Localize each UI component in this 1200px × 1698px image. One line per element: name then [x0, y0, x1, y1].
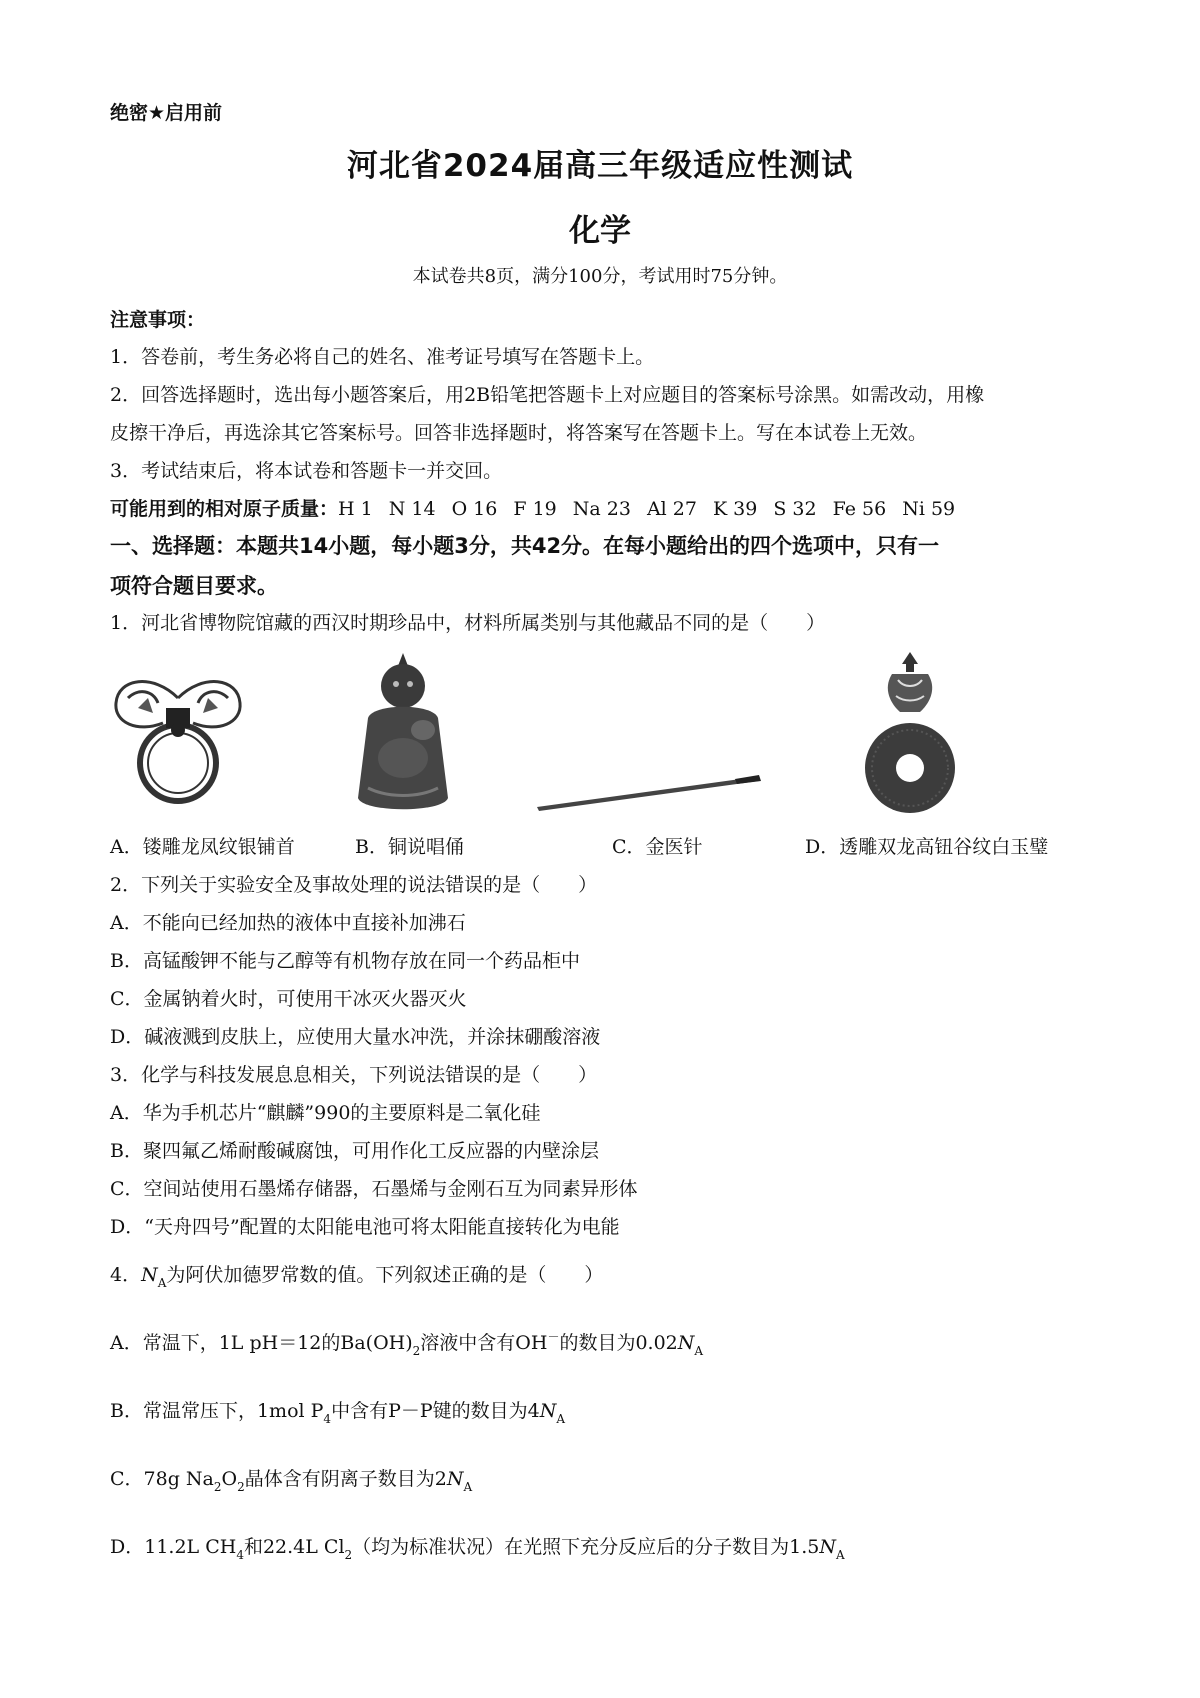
q2-stem: 2．下列关于实验安全及事故处理的说法错误的是（ ）	[110, 874, 598, 896]
q3-option-b: B．聚四氟乙烯耐酸碱腐蚀，可用作化工反应器的内壁涂层	[110, 1140, 599, 1162]
q4-stem	[110, 1260, 604, 1290]
q4-stem-text: 为阿伏加德罗常数的值。下列叙述正确的是（ ）	[166, 1264, 604, 1286]
bronze-storyteller-figurine-image	[348, 648, 458, 818]
notice-item-3: 3．考试结束后，将本试卷和答题卡一并交回。	[110, 460, 503, 482]
atomic-mass-line	[110, 494, 955, 521]
q4-a-text: A．常温下，1L pH＝12的Ba	[110, 1332, 366, 1354]
q4-c-text: 晶体含有阴离子数目为2	[244, 1468, 447, 1490]
q1-option-a: A．镂雕龙凤纹银铺首	[110, 836, 295, 858]
atomic-mass-value: Al 27	[646, 498, 697, 520]
atomic-mass-value: F 19	[513, 498, 557, 520]
q4-a-text: 溶液中含有OH	[420, 1332, 548, 1354]
atomic-mass-value: Ni 59	[902, 498, 956, 520]
q1-stem: 1．河北省博物院馆藏的西汉时期珍品中，材料所属类别与其他藏品不同的是（ ）	[110, 612, 826, 634]
q4-a-superscript: －	[547, 1330, 560, 1344]
q2-option-a: A．不能向已经加热的液体中直接补加沸石	[110, 912, 466, 934]
q3-option-a: A．华为手机芯片“麒麟”990的主要原料是二氧化硅	[110, 1102, 541, 1124]
avogadro-subscript: A	[157, 1276, 167, 1290]
atomic-mass-value: S 32	[773, 498, 817, 520]
q4-b-text: B．常温常压下，1mol P	[110, 1400, 324, 1422]
avogadro-symbol: N	[677, 1332, 695, 1354]
q2-option-b: B．高锰酸钾不能与乙醇等有机物存放在同一个药品柜中	[110, 950, 580, 972]
q4-d-text: 和22.4L Cl	[243, 1536, 345, 1558]
q3-stem: 3．化学与科技发展息息相关，下列说法错误的是（ ）	[110, 1064, 598, 1086]
silver-door-knocker-image	[108, 668, 248, 808]
q4-d-subscript: 2	[344, 1548, 353, 1562]
q4-c-subscript: 2	[213, 1480, 222, 1494]
q4-b-text: 中含有P－P键的数目为4	[331, 1400, 540, 1422]
q4-c-text: C．78g Na	[110, 1468, 214, 1490]
atomic-mass-value: K 39	[712, 498, 758, 520]
q1-option-b: B．铜说唱俑	[355, 836, 464, 858]
atomic-mass-value: O 16	[451, 498, 498, 520]
q4-a-hydroxide: (OH)	[365, 1332, 413, 1354]
avogadro-symbol: N	[446, 1468, 464, 1490]
exam-info: 本试卷共8页，满分100分，考试用时75分钟。	[412, 266, 788, 287]
section-heading-line-1: 一、选择题：本题共14小题，每小题3分，共42分。在每小题给出的四个选项中，只有一	[110, 534, 940, 558]
notice-item-2a: 2．回答选择题时，选出每小题答案后，用2B铅笔把答题卡上对应题目的答案标号涂黑。如需改动，用橡	[110, 384, 985, 406]
q3-option-c: C．空间站使用石墨烯存储器，石墨烯与金刚石互为同素异形体	[110, 1178, 638, 1200]
exam-title: 河北省2024届高三年级适应性测试	[346, 148, 854, 184]
q4-b-subscript: 4	[323, 1412, 332, 1426]
notice-heading: 注意事项：	[110, 309, 206, 331]
subject-title: 化学	[569, 213, 631, 249]
white-jade-bi-disc-image	[862, 650, 958, 825]
q1-option-c: C．金医针	[612, 836, 703, 858]
q4-d-text: （均为标准状况）在光照下充分反应后的分子数目为1.5	[352, 1536, 820, 1558]
atomic-mass-value: N 14	[388, 498, 436, 520]
q3-option-d: D．“天舟四号”配置的太阳能电池可将太阳能直接转化为电能	[110, 1216, 620, 1238]
q4-c-subscript: 2	[237, 1480, 245, 1494]
avogadro-symbol: N	[539, 1400, 557, 1422]
q4-number: 4．	[110, 1264, 142, 1286]
q4-a-text: 的数目为0.02	[559, 1332, 678, 1354]
q4-option-d	[110, 1532, 845, 1562]
avogadro-subscript: A	[836, 1548, 845, 1562]
q1-option-d: D．透雕双龙高钮谷纹白玉璧	[805, 836, 1049, 858]
notice-item-1: 1．答卷前，考生务必将自己的姓名、准考证号填写在答题卡上。	[110, 346, 655, 368]
gold-acupuncture-needle-image	[535, 765, 765, 815]
q4-a-subscript: 2	[412, 1344, 421, 1358]
avogadro-subscript: A	[694, 1344, 704, 1358]
q4-d-subscript: 4	[236, 1548, 244, 1562]
q2-option-c: C．金属钠着火时，可使用干冰灭火器灭火	[110, 988, 467, 1010]
q4-option-a	[110, 1328, 704, 1358]
notice-item-2b: 皮擦干净后，再选涂其它答案标号。回答非选择题时，将答案写在答题卡上。写在本试卷上无效。	[110, 422, 928, 444]
section-heading-line-2: 项符合题目要求。	[110, 574, 278, 598]
avogadro-subscript: A	[556, 1412, 566, 1426]
q4-c-text: O	[221, 1468, 238, 1490]
atomic-mass-value: Na 23	[572, 498, 631, 520]
atomic-mass-label: 可能用到的相对原子质量：	[110, 498, 339, 520]
avogadro-symbol: N	[141, 1264, 158, 1286]
q2-option-d: D．碱液溅到皮肤上，应使用大量水冲洗，并涂抹硼酸溶液	[110, 1026, 601, 1048]
q4-option-c	[110, 1464, 473, 1494]
avogadro-symbol: N	[819, 1536, 837, 1558]
q4-option-b	[110, 1396, 566, 1426]
atomic-mass-value: H 1	[338, 498, 373, 520]
avogadro-subscript: A	[463, 1480, 473, 1494]
secret-label: 绝密★启用前	[110, 102, 223, 124]
q4-d-text: D．11.2L CH	[110, 1536, 237, 1558]
atomic-mass-value: Fe 56	[832, 498, 887, 520]
